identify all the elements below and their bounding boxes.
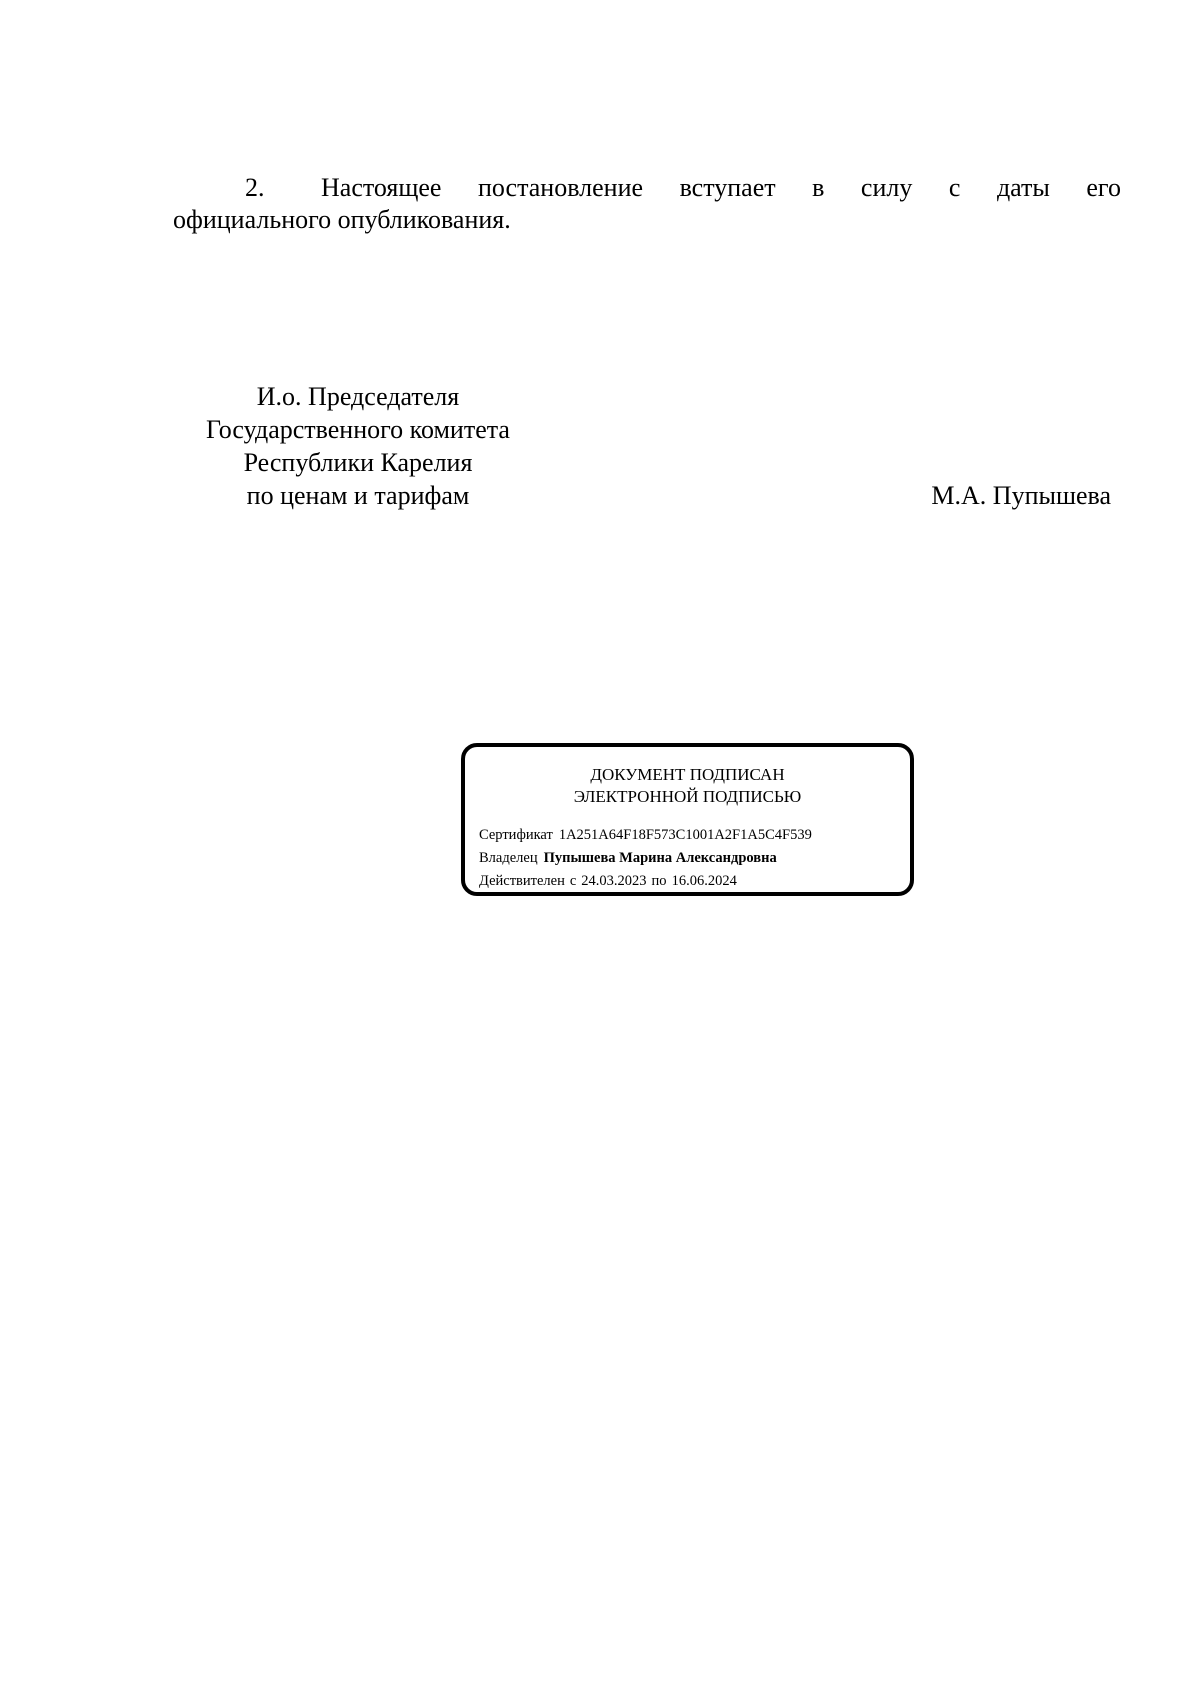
clause-line-2: официального опубликования.	[173, 205, 511, 234]
stamp-certificate-row	[479, 824, 812, 847]
signatory-line: И.о. Председателя	[256, 382, 460, 411]
valid-from-date: 24.03.2023	[581, 873, 647, 889]
clause-number: 2.	[245, 173, 265, 202]
clause-word: Настоящее	[321, 173, 442, 202]
signatory-line: Государственного комитета	[206, 415, 510, 444]
valid-to-date: 16.06.2024	[671, 873, 737, 889]
signatory-line: по ценам и тарифам	[246, 481, 470, 510]
valid-label: Действителен	[479, 873, 565, 889]
stamp-title-line: ДОКУМЕНТ ПОДПИСАН	[590, 765, 785, 784]
stamp-details	[479, 824, 812, 893]
certificate-label: Сертификат	[479, 827, 553, 843]
clause-word: постановление	[477, 173, 644, 202]
electronic-signature-stamp	[461, 743, 914, 896]
stamp-title	[465, 764, 910, 808]
signer-name: М.А. Пупышева	[931, 481, 1111, 510]
valid-from-prefix: с	[569, 873, 577, 889]
clause-paragraph	[173, 172, 1121, 236]
clause-word: вступает	[679, 173, 776, 202]
clause-word: в	[812, 173, 825, 202]
clause-word: силу	[860, 173, 913, 202]
owner-value: Пупышева Марина Александровна	[543, 850, 777, 866]
stamp-title-line: ЭЛЕКТРОННОЙ ПОДПИСЬЮ	[573, 787, 802, 806]
clause-word: с	[948, 173, 961, 202]
clause-word: даты	[996, 173, 1050, 202]
clause-line-1	[173, 172, 1121, 204]
stamp-owner-row	[479, 847, 812, 870]
certificate-value: 1A251A64F18F573C1001A2F1A5C4F539	[558, 827, 812, 843]
signatory-line: Республики Карелия	[243, 448, 473, 477]
signatory-position	[173, 380, 543, 512]
owner-label: Владелец	[479, 850, 538, 866]
stamp-validity-row	[479, 870, 812, 893]
clause-word: его	[1086, 173, 1121, 202]
valid-to-prefix: по	[651, 873, 667, 889]
